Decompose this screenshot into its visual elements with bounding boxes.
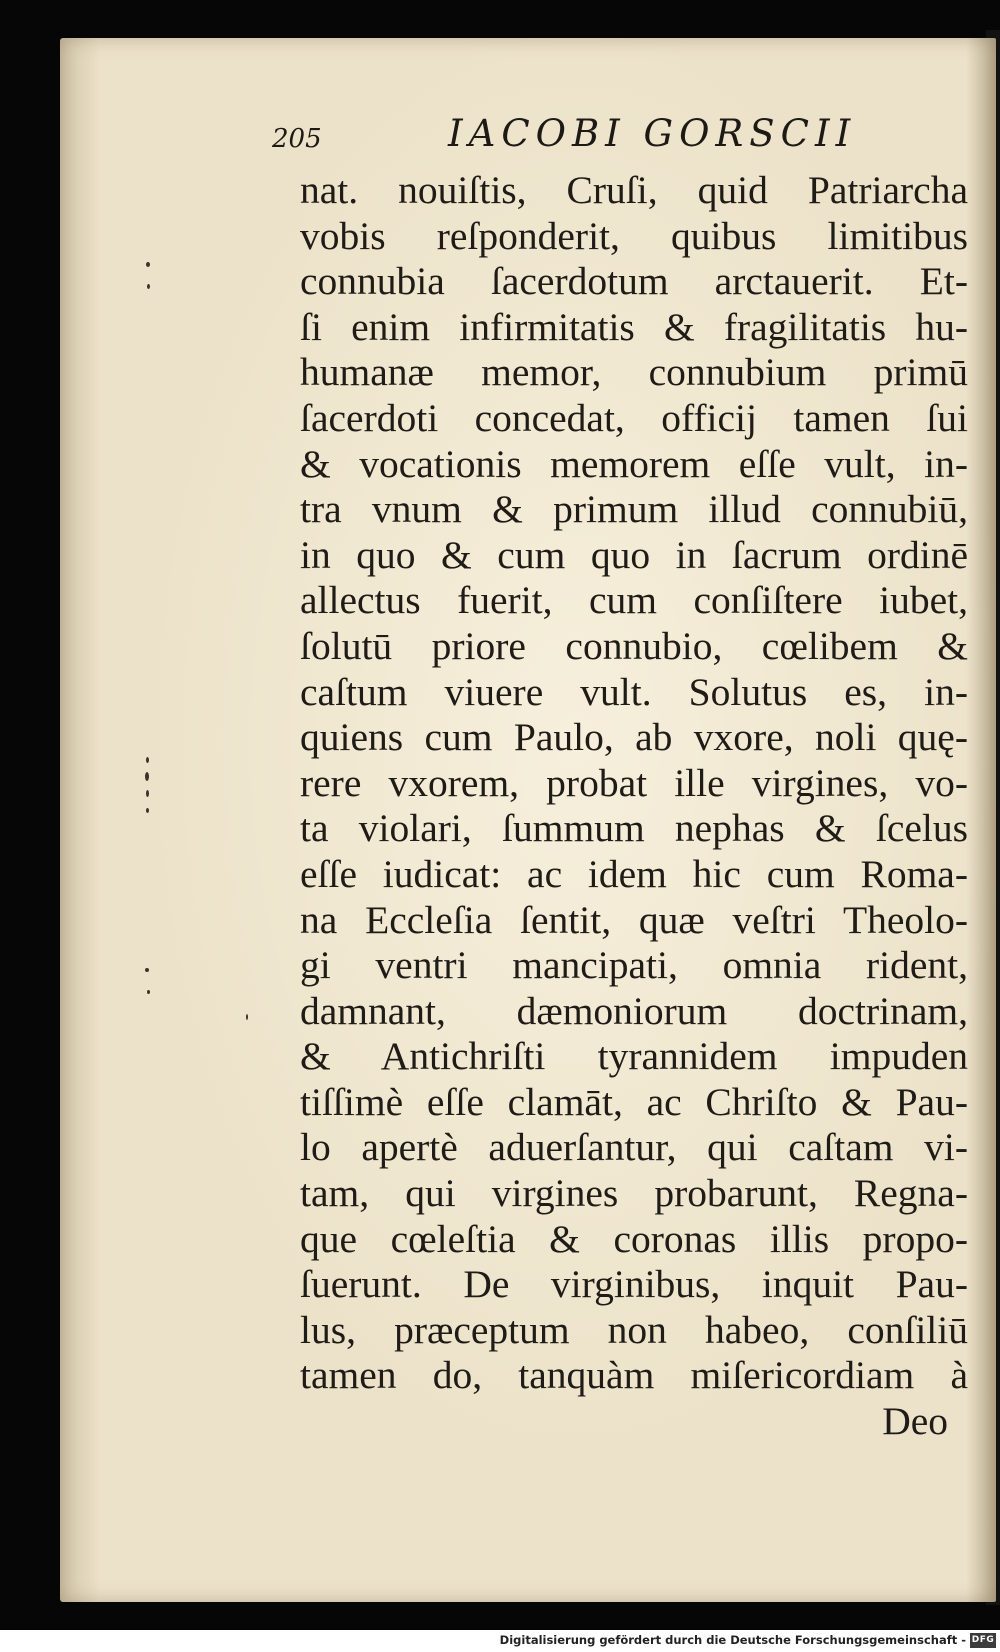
text-line: caſtum viuere vult. Solutus es, in- [300,669,968,714]
text-line: rere vxorem, probat ille virgines, vo- [300,760,968,805]
text-line: quiens cum Paulo, ab vxore, noli quę- [300,715,968,760]
text-line: lus, præceptum non habeo, conſiliū [300,1307,968,1352]
text-line: connubia ſacerdotum arctauerit. Et- [300,259,968,304]
margin-speck [146,808,149,813]
dfg-logo-icon: DFG [970,1633,996,1648]
text-line: in quo & cum quo in ſacrum ordinē [300,532,968,577]
text-line: na Eccleſia ſentit, quæ veſtri Theolo- [300,897,968,942]
text-line: ſi enim infirmitatis & fragilitatis hu- [300,304,968,349]
digitization-footer [0,1630,1000,1652]
text-line: ſolutū priore connubio, cœlibem & [300,623,968,668]
funding-credit: Digitalisierung gefördert durch die Deutsche Forschungsgemeinschaft - [499,1633,966,1647]
text-line: tam, qui virgines probarunt, Regna- [300,1171,968,1216]
page-header [272,112,912,162]
text-line: que cœleſtia & coronas illis propo- [300,1216,968,1261]
text-line: & Antichriſti tyrannidem impuden [300,1034,968,1079]
text-line: ſuerunt. De virginibus, inquit Pau- [300,1262,968,1307]
running-head: IACOBI GORSCII [448,112,857,155]
page-number: 205 [272,124,322,154]
text-line: humanæ memor, connubium primū [300,350,968,395]
margin-speck [246,1014,248,1020]
margin-speck [146,757,149,763]
text-line: gi ventri mancipati, omnia rident, [300,943,968,988]
catchword: Deo [882,1399,948,1444]
text-line: lo apertè aduerſantur, qui caſtam vi- [300,1125,968,1170]
margin-speck [146,790,149,797]
margin-speck [147,284,150,289]
text-line: ta violari, ſummum nephas & ſcelus [300,806,968,851]
text-line: allectus fuerit, cum conſiſtere iubet, [300,578,968,623]
margin-speck [145,772,149,781]
text-line: ſacerdoti concedat, officij tamen ſui [300,395,968,440]
text-line: nat. nouiſtis, Cruſi, quid Patriarcha [300,168,968,212]
body-text [300,168,968,1445]
text-line: tiſſimè eſſe clamāt, ac Chriſto & Pau- [300,1079,968,1124]
margin-speck [147,990,150,994]
text-line: & vocationis memorem eſſe vult, in- [300,441,968,486]
text-line: eſſe iudicat: ac idem hic cum Roma- [300,851,968,896]
text-line: tra vnum & primum illud connubiū, [300,487,968,532]
margin-speck [145,968,149,972]
text-line: damnant, dæmoniorum doctrinam, [300,988,968,1033]
text-line: vobis reſponderit, quibus limitibus [300,213,968,258]
margin-speck [146,262,150,267]
text-line: tamen do, tanquàm miſericordiam à [300,1353,968,1398]
